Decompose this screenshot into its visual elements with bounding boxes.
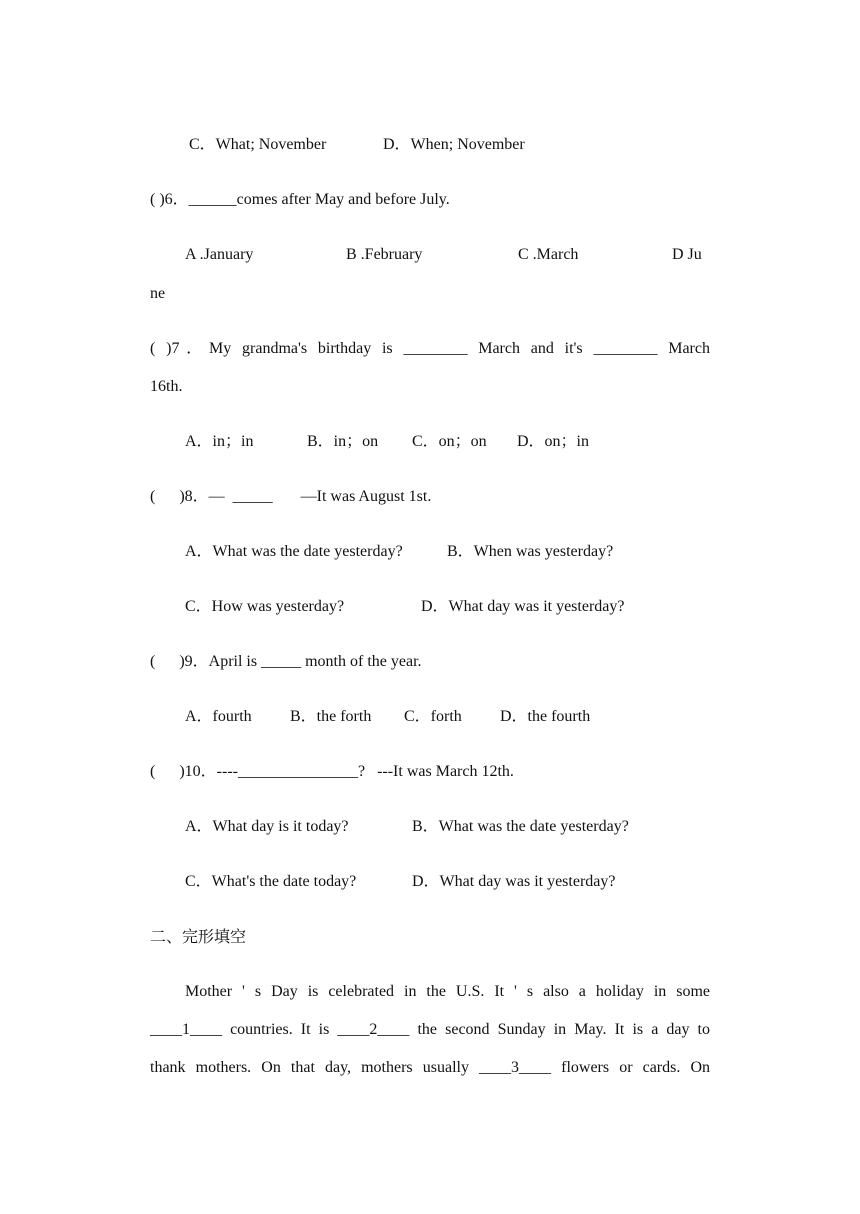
q6-option-a: A .January [185, 246, 254, 263]
section-heading: 二、完形填空 [150, 927, 247, 946]
q6-option-d: D Ju [672, 246, 702, 263]
q8-stem: ( )8．— _____ —It was August 1st. [150, 488, 432, 505]
q6-stem: ( )6．______comes after May and before July. [150, 191, 450, 208]
q10-option-a: A．What day is it today? [185, 818, 349, 835]
q10-option-d: D．What day was it yesterday? [412, 873, 616, 890]
passage-line-1: Mother ' s Day is celebrated in the U.S. It ' s also a holiday in some [185, 983, 710, 1000]
q9-option-b: B．the forth [290, 708, 372, 725]
q8-option-a: A．What was the date yesterday? [185, 543, 403, 560]
passage-line-2: ____1____ countries. It is ____2____ the second Sunday in May. It is a day to [150, 1021, 710, 1038]
q5-option-c: C．What; November [189, 136, 327, 153]
q5-option-d: D．When; November [383, 136, 525, 153]
q8-option-c: C．How was yesterday? [185, 598, 345, 615]
q7-option-c: C．on；on [412, 433, 487, 450]
q7-option-b: B．in；on [307, 433, 379, 450]
q9-option-c: C．forth [404, 708, 462, 725]
q7-option-d: D．on；in [517, 433, 590, 450]
q7-stem-line2: 16th. [150, 378, 183, 395]
passage-line-3: thank mothers. On that day, mothers usually ____3____ flowers or cards. On [150, 1059, 710, 1076]
q9-option-a: A．fourth [185, 708, 252, 725]
q10-stem: ( )10．----_______________? ---It was March 12th. [150, 763, 514, 780]
q6-option-c: C .March [518, 246, 579, 263]
q6-option-d-wrap: ne [150, 285, 166, 302]
q10-option-b: B．What was the date yesterday? [412, 818, 629, 835]
q6-option-b: B .February [346, 246, 423, 263]
q8-option-d: D．What day was it yesterday? [421, 598, 625, 615]
q8-option-b: B．When was yesterday? [447, 543, 614, 560]
q10-option-c: C．What's the date today? [185, 873, 357, 890]
q9-option-d: D．the fourth [500, 708, 591, 725]
q7-stem-line1: ( )7．My grandma's birthday is ________ March and it's ________ March [150, 340, 710, 357]
q9-stem: ( )9．April is _____ month of the year. [150, 653, 422, 670]
q7-option-a: A．in；in [185, 433, 254, 450]
